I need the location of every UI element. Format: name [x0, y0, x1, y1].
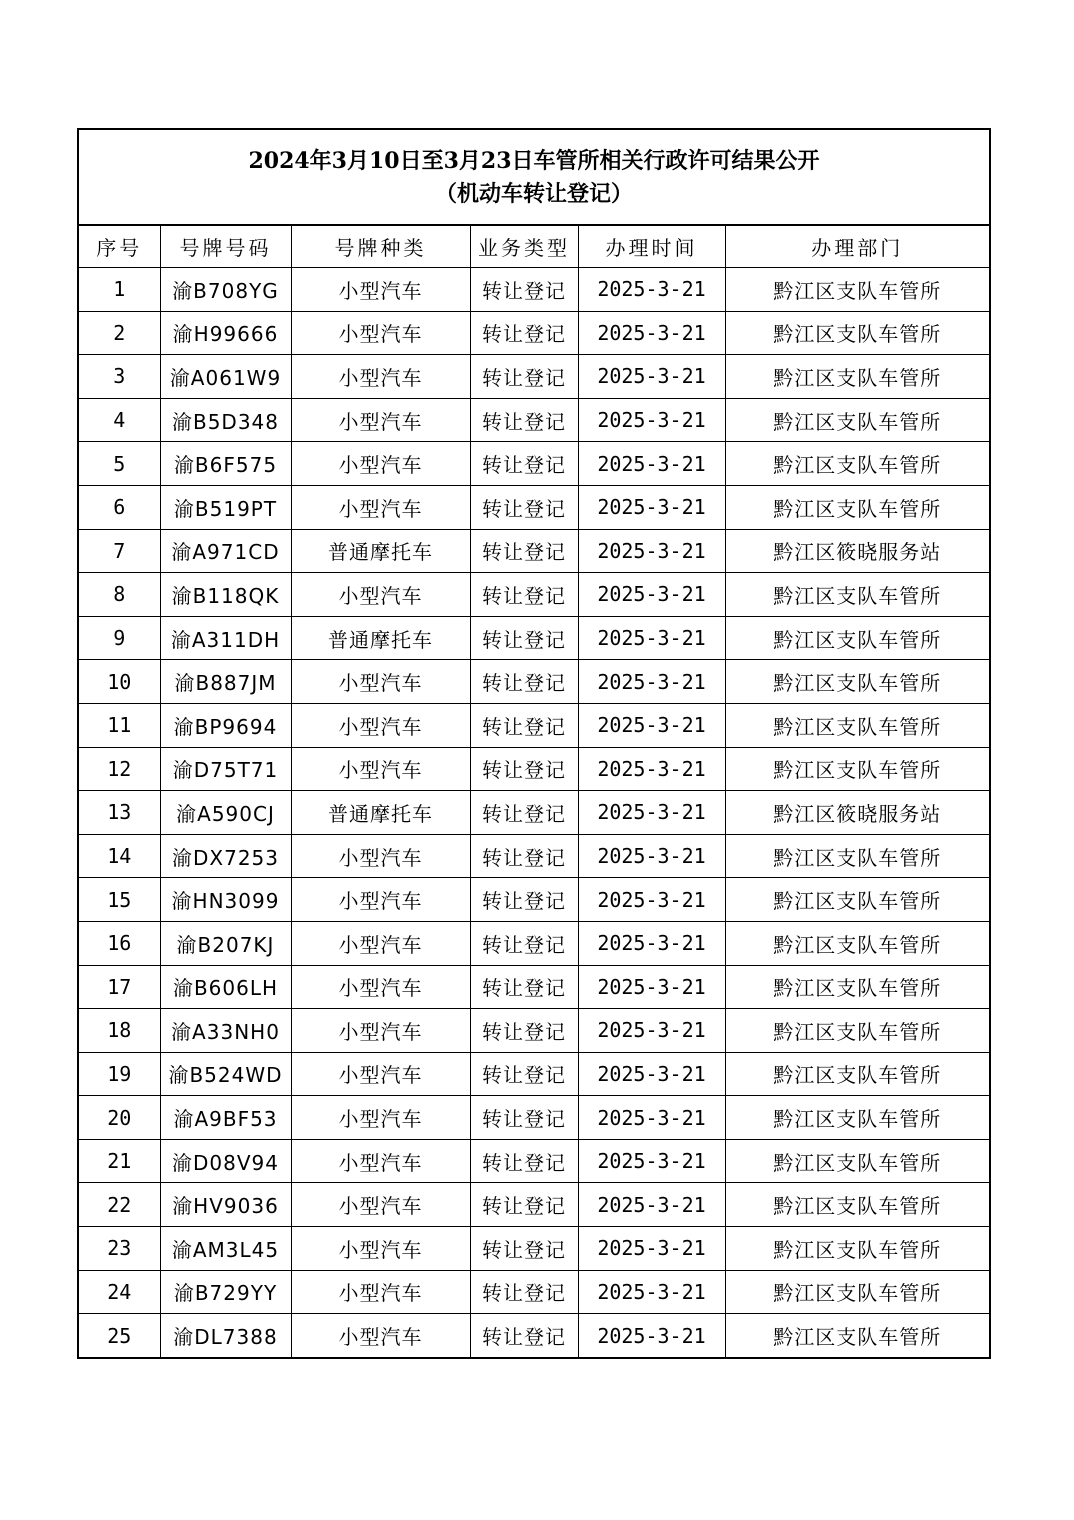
- cell-serial: 5: [79, 442, 160, 486]
- cell-business-type: 转让登记: [470, 398, 578, 442]
- cell-plate-type: 小型汽车: [291, 1183, 470, 1227]
- cell-process-date: 2025-3-21: [578, 1227, 725, 1271]
- cell-process-date: 2025-3-21: [578, 1314, 725, 1357]
- cell-business-type: 转让登记: [470, 1096, 578, 1140]
- cell-plate-number: 渝A311DH: [160, 616, 291, 660]
- cell-process-date: 2025-3-21: [578, 703, 725, 747]
- cell-plate-number: 渝B606LH: [160, 965, 291, 1009]
- table-row: [79, 1314, 989, 1357]
- cell-plate-type: 普通摩托车: [291, 791, 470, 835]
- cell-department: 黔江区支队车管所: [725, 573, 989, 617]
- table-row: [79, 573, 989, 617]
- cell-plate-number: 渝B708YG: [160, 268, 291, 312]
- cell-serial: 21: [79, 1139, 160, 1183]
- table-row: [79, 1227, 989, 1271]
- table-row: [79, 1096, 989, 1140]
- cell-serial: 6: [79, 485, 160, 529]
- cell-process-date: 2025-3-21: [578, 747, 725, 791]
- cell-serial: 11: [79, 703, 160, 747]
- cell-serial: 18: [79, 1009, 160, 1053]
- cell-plate-number: 渝D08V94: [160, 1139, 291, 1183]
- cell-department: 黔江区支队车管所: [725, 965, 989, 1009]
- cell-plate-number: 渝B729YY: [160, 1270, 291, 1314]
- table-row: [79, 529, 989, 573]
- cell-serial: 14: [79, 834, 160, 878]
- table-row: [79, 791, 989, 835]
- cell-business-type: 转让登记: [470, 878, 578, 922]
- cell-department: 黔江区筱晓服务站: [725, 529, 989, 573]
- cell-plate-type: 小型汽车: [291, 1270, 470, 1314]
- title-line-1: 2024年3月10日至3月23日车管所相关行政许可结果公开: [248, 148, 820, 174]
- cell-business-type: 转让登记: [470, 1009, 578, 1053]
- document-title: [79, 130, 989, 226]
- cell-department: 黔江区支队车管所: [725, 311, 989, 355]
- table-row: [79, 442, 989, 486]
- cell-business-type: 转让登记: [470, 660, 578, 704]
- cell-department: 黔江区支队车管所: [725, 355, 989, 399]
- cell-process-date: 2025-3-21: [578, 1270, 725, 1314]
- cell-plate-type: 小型汽车: [291, 747, 470, 791]
- cell-plate-type: 小型汽车: [291, 965, 470, 1009]
- cell-serial: 17: [79, 965, 160, 1009]
- table-row: [79, 965, 989, 1009]
- cell-serial: 22: [79, 1183, 160, 1227]
- cell-department: 黔江区支队车管所: [725, 747, 989, 791]
- cell-plate-number: 渝BP9694: [160, 703, 291, 747]
- table-row: [79, 921, 989, 965]
- cell-department: 黔江区支队车管所: [725, 1009, 989, 1053]
- header-plate-type: 号牌种类: [291, 226, 470, 268]
- table-row: [79, 355, 989, 399]
- table-row: [79, 703, 989, 747]
- header-plate-number: 号牌号码: [160, 226, 291, 268]
- cell-department: 黔江区支队车管所: [725, 1183, 989, 1227]
- cell-plate-type: 普通摩托车: [291, 529, 470, 573]
- cell-business-type: 转让登记: [470, 1314, 578, 1357]
- cell-department: 黔江区支队车管所: [725, 398, 989, 442]
- cell-business-type: 转让登记: [470, 965, 578, 1009]
- cell-plate-number: 渝B207KJ: [160, 921, 291, 965]
- cell-plate-type: 小型汽车: [291, 573, 470, 617]
- table-row: [79, 311, 989, 355]
- cell-department: 黔江区支队车管所: [725, 1314, 989, 1357]
- cell-business-type: 转让登记: [470, 529, 578, 573]
- cell-process-date: 2025-3-21: [578, 660, 725, 704]
- cell-process-date: 2025-3-21: [578, 1139, 725, 1183]
- cell-process-date: 2025-3-21: [578, 965, 725, 1009]
- cell-serial: 20: [79, 1096, 160, 1140]
- cell-plate-type: 小型汽车: [291, 921, 470, 965]
- cell-process-date: 2025-3-21: [578, 355, 725, 399]
- cell-business-type: 转让登记: [470, 573, 578, 617]
- cell-process-date: 2025-3-21: [578, 1052, 725, 1096]
- cell-process-date: 2025-3-21: [578, 1009, 725, 1053]
- cell-plate-type: 小型汽车: [291, 1314, 470, 1357]
- cell-plate-type: 小型汽车: [291, 878, 470, 922]
- cell-plate-number: 渝HN3099: [160, 878, 291, 922]
- cell-serial: 24: [79, 1270, 160, 1314]
- cell-process-date: 2025-3-21: [578, 1096, 725, 1140]
- cell-plate-number: 渝B524WD: [160, 1052, 291, 1096]
- table-row: [79, 660, 989, 704]
- cell-department: 黔江区支队车管所: [725, 1139, 989, 1183]
- table-header-row: [79, 226, 989, 268]
- cell-process-date: 2025-3-21: [578, 834, 725, 878]
- cell-process-date: 2025-3-21: [578, 1183, 725, 1227]
- cell-serial: 23: [79, 1227, 160, 1271]
- table-row: [79, 1052, 989, 1096]
- cell-business-type: 转让登记: [470, 268, 578, 312]
- cell-plate-type: 小型汽车: [291, 311, 470, 355]
- cell-plate-number: 渝B5D348: [160, 398, 291, 442]
- cell-process-date: 2025-3-21: [578, 878, 725, 922]
- cell-plate-number: 渝B118QK: [160, 573, 291, 617]
- cell-department: 黔江区支队车管所: [725, 442, 989, 486]
- cell-business-type: 转让登记: [470, 616, 578, 660]
- cell-process-date: 2025-3-21: [578, 616, 725, 660]
- cell-plate-number: 渝DL7388: [160, 1314, 291, 1357]
- cell-business-type: 转让登记: [470, 355, 578, 399]
- header-business-type: 业务类型: [470, 226, 578, 268]
- cell-serial: 15: [79, 878, 160, 922]
- results-table-sheet: [77, 128, 991, 1359]
- cell-process-date: 2025-3-21: [578, 485, 725, 529]
- cell-plate-type: 小型汽车: [291, 1052, 470, 1096]
- cell-department: 黔江区支队车管所: [725, 834, 989, 878]
- cell-business-type: 转让登记: [470, 442, 578, 486]
- cell-plate-number: 渝A33NH0: [160, 1009, 291, 1053]
- cell-department: 黔江区支队车管所: [725, 268, 989, 312]
- cell-department: 黔江区支队车管所: [725, 660, 989, 704]
- cell-plate-type: 小型汽车: [291, 1139, 470, 1183]
- cell-process-date: 2025-3-21: [578, 529, 725, 573]
- cell-plate-number: 渝A061W9: [160, 355, 291, 399]
- header-serial: 序号: [79, 226, 160, 268]
- cell-process-date: 2025-3-21: [578, 791, 725, 835]
- cell-business-type: 转让登记: [470, 485, 578, 529]
- cell-department: 黔江区支队车管所: [725, 616, 989, 660]
- cell-business-type: 转让登记: [470, 1183, 578, 1227]
- cell-serial: 3: [79, 355, 160, 399]
- cell-plate-number: 渝B6F575: [160, 442, 291, 486]
- cell-plate-number: 渝D75T71: [160, 747, 291, 791]
- cell-plate-number: 渝B519PT: [160, 485, 291, 529]
- cell-plate-type: 小型汽车: [291, 660, 470, 704]
- cell-plate-number: 渝DX7253: [160, 834, 291, 878]
- cell-business-type: 转让登记: [470, 1052, 578, 1096]
- cell-plate-type: 小型汽车: [291, 355, 470, 399]
- table-row: [79, 747, 989, 791]
- cell-plate-type: 普通摩托车: [291, 616, 470, 660]
- cell-business-type: 转让登记: [470, 747, 578, 791]
- table-row: [79, 1270, 989, 1314]
- header-process-date: 办理时间: [578, 226, 725, 268]
- table-row: [79, 1139, 989, 1183]
- cell-serial: 13: [79, 791, 160, 835]
- cell-plate-type: 小型汽车: [291, 268, 470, 312]
- cell-serial: 2: [79, 311, 160, 355]
- cell-serial: 25: [79, 1314, 160, 1357]
- cell-plate-number: 渝A971CD: [160, 529, 291, 573]
- cell-plate-number: 渝A9BF53: [160, 1096, 291, 1140]
- cell-business-type: 转让登记: [470, 921, 578, 965]
- cell-serial: 4: [79, 398, 160, 442]
- table-row: [79, 268, 989, 312]
- cell-serial: 7: [79, 529, 160, 573]
- cell-department: 黔江区支队车管所: [725, 921, 989, 965]
- cell-plate-type: 小型汽车: [291, 703, 470, 747]
- cell-serial: 9: [79, 616, 160, 660]
- table-row: [79, 878, 989, 922]
- cell-process-date: 2025-3-21: [578, 921, 725, 965]
- cell-plate-type: 小型汽车: [291, 485, 470, 529]
- cell-serial: 1: [79, 268, 160, 312]
- cell-department: 黔江区支队车管所: [725, 1227, 989, 1271]
- transfer-registration-table: [79, 226, 989, 1357]
- cell-process-date: 2025-3-21: [578, 442, 725, 486]
- cell-plate-type: 小型汽车: [291, 1096, 470, 1140]
- cell-plate-type: 小型汽车: [291, 398, 470, 442]
- table-row: [79, 834, 989, 878]
- cell-serial: 19: [79, 1052, 160, 1096]
- table-body: [79, 268, 989, 1357]
- table-row: [79, 1009, 989, 1053]
- cell-department: 黔江区支队车管所: [725, 1096, 989, 1140]
- cell-process-date: 2025-3-21: [578, 311, 725, 355]
- cell-serial: 8: [79, 573, 160, 617]
- cell-plate-number: 渝AM3L45: [160, 1227, 291, 1271]
- cell-process-date: 2025-3-21: [578, 573, 725, 617]
- table-row: [79, 398, 989, 442]
- cell-plate-number: 渝A590CJ: [160, 791, 291, 835]
- cell-plate-type: 小型汽车: [291, 834, 470, 878]
- cell-serial: 10: [79, 660, 160, 704]
- cell-business-type: 转让登记: [470, 703, 578, 747]
- cell-plate-number: 渝H99666: [160, 311, 291, 355]
- cell-plate-type: 小型汽车: [291, 1227, 470, 1271]
- cell-department: 黔江区筱晓服务站: [725, 791, 989, 835]
- cell-plate-type: 小型汽车: [291, 442, 470, 486]
- header-department: 办理部门: [725, 226, 989, 268]
- cell-department: 黔江区支队车管所: [725, 1052, 989, 1096]
- cell-plate-number: 渝HV9036: [160, 1183, 291, 1227]
- cell-serial: 16: [79, 921, 160, 965]
- cell-serial: 12: [79, 747, 160, 791]
- table-row: [79, 485, 989, 529]
- cell-business-type: 转让登记: [470, 311, 578, 355]
- cell-plate-number: 渝B887JM: [160, 660, 291, 704]
- table-row: [79, 1183, 989, 1227]
- cell-business-type: 转让登记: [470, 1139, 578, 1183]
- cell-process-date: 2025-3-21: [578, 268, 725, 312]
- cell-business-type: 转让登记: [470, 791, 578, 835]
- cell-department: 黔江区支队车管所: [725, 485, 989, 529]
- cell-department: 黔江区支队车管所: [725, 878, 989, 922]
- cell-business-type: 转让登记: [470, 834, 578, 878]
- cell-business-type: 转让登记: [470, 1227, 578, 1271]
- cell-department: 黔江区支队车管所: [725, 703, 989, 747]
- cell-process-date: 2025-3-21: [578, 398, 725, 442]
- table-row: [79, 616, 989, 660]
- cell-business-type: 转让登记: [470, 1270, 578, 1314]
- cell-department: 黔江区支队车管所: [725, 1270, 989, 1314]
- cell-plate-type: 小型汽车: [291, 1009, 470, 1053]
- title-line-2: （机动车转让登记）: [434, 181, 633, 207]
